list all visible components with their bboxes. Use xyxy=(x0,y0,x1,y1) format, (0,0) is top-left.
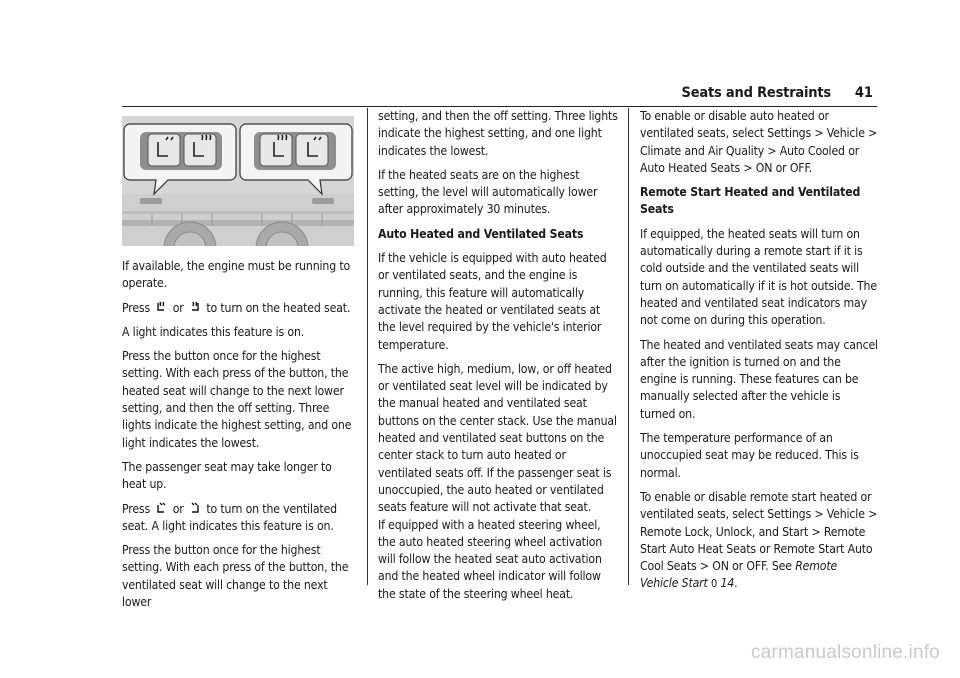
text-run: to turn on the heated seat. xyxy=(206,300,351,315)
text-run: To enable or disable remote start heated or ventilated seats, select Settings > Vehicle > Remote Lock, Unlock, and Start > Remote Start Auto Heat Seats or Remote Start Auto Cool Seats > ON or OFF. See xyxy=(640,489,878,574)
paragraph: Press the button once for the highest setting. With each press of the button, the heated seat will change to the next lower setting, and then the off setting. Three lights indicate the highest setting, and one light indicates the lowest. xyxy=(122,349,352,450)
ventilated-seat-passenger-icon xyxy=(189,502,201,514)
paragraph: The passenger seat may take longer to heat up. xyxy=(122,459,332,492)
page-number: 41 xyxy=(854,85,873,101)
paragraph-ventilated-press xyxy=(122,501,356,536)
heated-seat-passenger-icon xyxy=(189,301,201,313)
paragraph: Press the button once for the highest setting. With each press of the button, the ventilated seat will change to the next lower xyxy=(122,543,349,610)
subheading: Auto Heated and Ventilated Seats xyxy=(378,226,584,241)
paragraph: The active high, medium, low, or off heated or ventilated seat level will be indicated by the manual heated and ventilated seat buttons on the center stack. Use the manual heated and ventilated seat buttons on the center stack to turn auto heated or ventilated seats off. If the passenger seat is unoccupied, the auto heated or ventilated seats feature will not activate that seat. xyxy=(378,361,617,515)
paragraph-remote-start xyxy=(640,489,878,593)
paragraph: setting, and then the off setting. Three lights indicate the highest setting, and one light indicates the lowest. xyxy=(378,109,618,158)
text-run: Press xyxy=(122,300,151,315)
paragraph: If available, the engine must be running to operate. xyxy=(122,259,351,291)
paragraph: If the vehicle is equipped with auto heated or ventilated seats, and the engine is running, this feature will automatically activate the heated or ventilated seats at the level required by the vehicle's interior temperature. xyxy=(378,251,607,352)
column-divider xyxy=(628,108,629,585)
ventilated-seat-driver-icon xyxy=(155,502,167,514)
cross-reference-link[interactable]: Remote Vehicle Start xyxy=(640,559,838,591)
section-title: Seats and Restraints xyxy=(681,85,831,101)
text-column-2 xyxy=(378,108,618,610)
paragraph: If equipped with a heated steering wheel, the auto heated steering wheel activation will follow the heated seat auto activation and the heated wheel indicator will follow the state of the steering wheel heat. xyxy=(378,517,603,601)
seat-buttons-illustration xyxy=(122,116,354,246)
heated-seat-driver-icon xyxy=(155,301,167,313)
paragraph: A light indicates this feature is on. xyxy=(122,324,305,339)
column-divider xyxy=(367,108,368,585)
text-column-3 xyxy=(640,108,878,600)
running-header xyxy=(122,82,877,107)
text-run: or xyxy=(172,501,184,516)
paragraph: The heated and ventilated seats may cancel after the ignition is turned on and the engine is running. These features can be manually selected after the vehicle is turned on. xyxy=(640,337,878,421)
subheading: Remote Start Heated and Ventilated Seats xyxy=(640,185,861,217)
paragraph-heated-press xyxy=(122,300,356,317)
paragraph: The temperature performance of an unoccupied seat may be reduced. This is normal. xyxy=(640,431,859,480)
text-run: to turn on the ventilated seat. A light indicates this feature is on. xyxy=(122,501,337,533)
paragraph: If the heated seats are on the highest setting, the level will automatically lower after approximately 30 minutes. xyxy=(378,167,598,217)
page-ref-arrow-icon: 0 xyxy=(711,577,718,591)
text-run: Press xyxy=(122,501,151,516)
center-stack-drawing xyxy=(122,116,354,246)
paragraph: To enable or disable auto heated or ventilated seats, select Settings > Vehicle > Climate and Air Quality > Auto Cooled or Auto Heated Seats > ON or OFF. xyxy=(640,109,878,175)
paragraph: If equipped, the heated seats will turn on automatically during a remote start if it is cold outside and the ventilated seats will turn on automatically if it is hot outside. The heated and ventilated seat indicators may not come on during this operation. xyxy=(640,226,877,328)
watermark: carmanualsonline.info xyxy=(750,642,940,663)
text-column-1 xyxy=(122,258,356,618)
cross-reference-page[interactable]: 14 xyxy=(720,576,735,591)
text-run: . xyxy=(734,576,738,591)
text-run: or xyxy=(172,300,184,315)
